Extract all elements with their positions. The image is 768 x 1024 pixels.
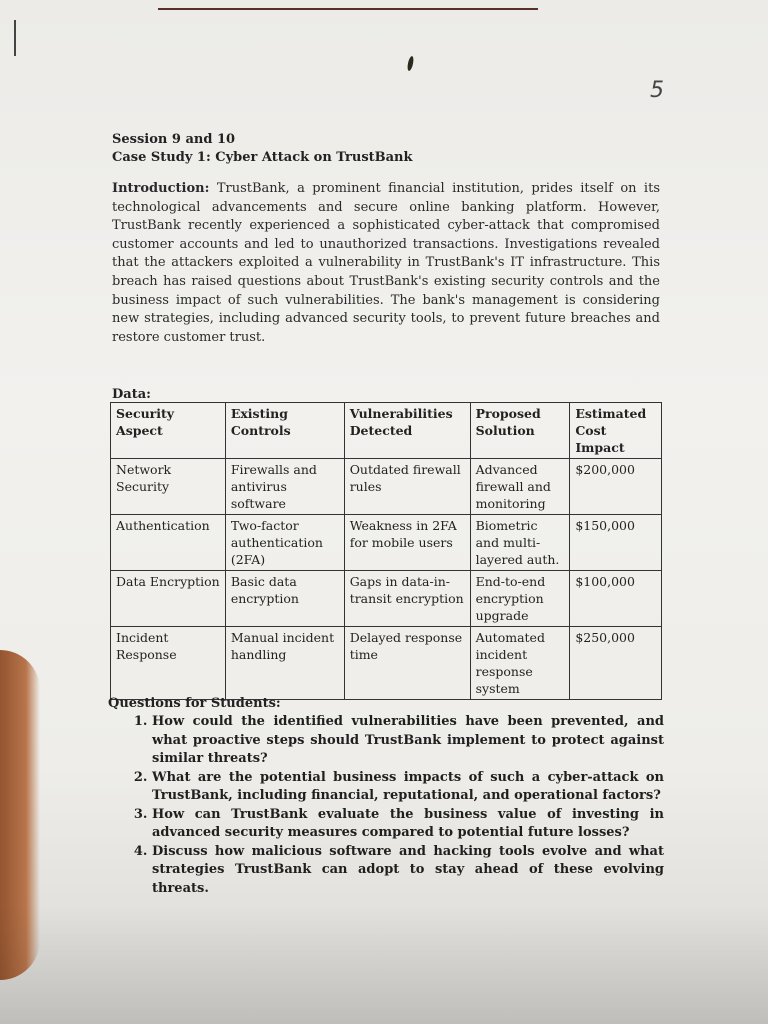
questions-title: Questions for Students: [108,696,281,711]
table-cell: $150,000 [570,515,662,571]
table-cell: Two-factor authentication (2FA) [225,515,344,571]
table-cell: Network Security [111,459,226,515]
table-cell: $100,000 [570,571,662,627]
table-cell: Advanced firewall and monitoring [470,459,570,515]
table-row [111,627,662,700]
table-header: Estimated Cost Impact [570,403,662,459]
data-label: Data: [112,387,151,402]
table-cell: Delayed response time [344,627,470,700]
table-cell: Manual incident handling [225,627,344,700]
introduction-paragraph [112,180,660,347]
table-cell: $200,000 [570,459,662,515]
questions-list [108,713,664,898]
table-cell: Authentication [111,515,226,571]
table-header-row [111,403,662,459]
table-cell: Data Encryption [111,571,226,627]
table-cell: End-to-end encryption upgrade [470,571,570,627]
table-cell: Automated incident response system [470,627,570,700]
table-cell: Basic data encryption [225,571,344,627]
security-data-table [110,402,662,700]
table-header: Security Aspect [111,403,226,459]
table-cell: Biometric and multi-layered auth. [470,515,570,571]
table-cell: Incident Response [111,627,226,700]
pen-mark [14,20,16,56]
table-cell: Weakness in 2FA for mobile users [344,515,470,571]
top-border-line [158,8,538,10]
introduction-text: TrustBank, a prominent financial institution, prides itself on its technological advancements and secure online banking platform. However, TrustBank recently experienced a sophisticated cyber-attack that compromised customer accounts and led to unauthorized transactions. Investigations revealed that the attackers exploited a vulnerability in TrustBank's IT infrastructure. This breach has raised questions about TrustBank's existing security controls and the business impact of such vulnerabilities. The bank's management is considering new strategies, including advanced security tools, to prevent future breaches and restore customer trust. [112,181,660,345]
page-shadow [0,904,768,1024]
session-heading: Session 9 and 10 [112,132,236,147]
table-header: Existing Controls [225,403,344,459]
table-cell: $250,000 [570,627,662,700]
ink-mark [406,56,414,72]
table-cell: Gaps in data-in-transit encryption [344,571,470,627]
handwritten-page-number: 5 [650,78,664,103]
table-cell: Firewalls and antivirus software [225,459,344,515]
list-item: 4. Discuss how malicious software and hacking tools evolve and what strategies TrustBank can adopt to stay ahead of these evolving threats. [152,843,664,899]
table-header: Vulnerabilities Detected [344,403,470,459]
table-header: Proposed Solution [470,403,570,459]
introduction-label: Introduction: [112,181,210,196]
list-item: 2. What are the potential business impacts of such a cyber-attack on TrustBank, including financial, reputational, and operational factors? [152,769,664,806]
table-cell: Outdated firewall rules [344,459,470,515]
table-row [111,571,662,627]
table-row [111,459,662,515]
table-row [111,515,662,571]
list-item: 1. How could the identified vulnerabilities have been prevented, and what proactive steps should TrustBank implement to protect against similar threats? [152,713,664,769]
case-study-title: Case Study 1: Cyber Attack on TrustBank [112,150,413,165]
questions-section [108,696,664,898]
list-item: 3. How can TrustBank evaluate the business value of investing in advanced security measures compared to potential future losses? [152,806,664,843]
